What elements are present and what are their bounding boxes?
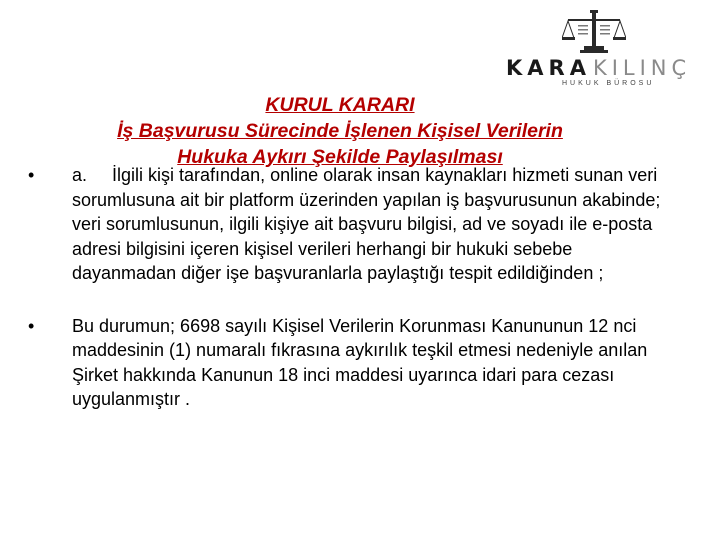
bullet-item-decision — [28, 163, 678, 286]
logo-name-part2: KILINÇ — [592, 56, 692, 80]
logo-subtitle: HUKUK BÜROSU — [562, 80, 655, 87]
bullet-list — [28, 163, 678, 412]
logo-wordmark — [506, 56, 690, 80]
title-line-1: KURUL KARARI — [265, 94, 415, 116]
title-line-2: İş Başvurusu Sürecinde İşlenen Kişisel Verilerin — [117, 120, 563, 142]
slide-title — [20, 92, 660, 170]
logo-name-part1: KARA — [506, 56, 591, 80]
company-logo — [500, 10, 690, 90]
bullet-marker: • — [28, 315, 35, 336]
bullet-text: Bu durumun; 6698 sayılı Kişisel Verilerin Korunması Kanununun 12 nci maddesinin (1) numaralı fıkrasına aykırılık teşkil etmesi nedeniyle anılan Şirket hakkında Kanunun 18 inci maddesi uyarınca idari para cezası uygulanmıştır . — [72, 315, 648, 409]
bullet-item-penalty — [28, 314, 678, 412]
bullet-text: a. İlgili kişi tarafından, online olarak insan kaynakları hizmeti sunan veri sorumlusuna ait bir platform üzerinden yapılan iş başvurusunun akabinde; veri sorumlusunun, ilgili kişiye ait başvuru bilgisi, ad ve soyadı ile e-posta adresi bilgisini içeren kişisel verileri herhangi bir hukuki sebebe dayanmadan diğer işe başvuranlarla paylaştığı tespit edildiğinden ; — [72, 165, 666, 283]
scales-of-justice-icon — [562, 10, 626, 54]
title-line-3: Hukuka Aykırı Şekilde Paylaşılması — [177, 146, 503, 168]
bullet-marker: • — [28, 165, 35, 185]
